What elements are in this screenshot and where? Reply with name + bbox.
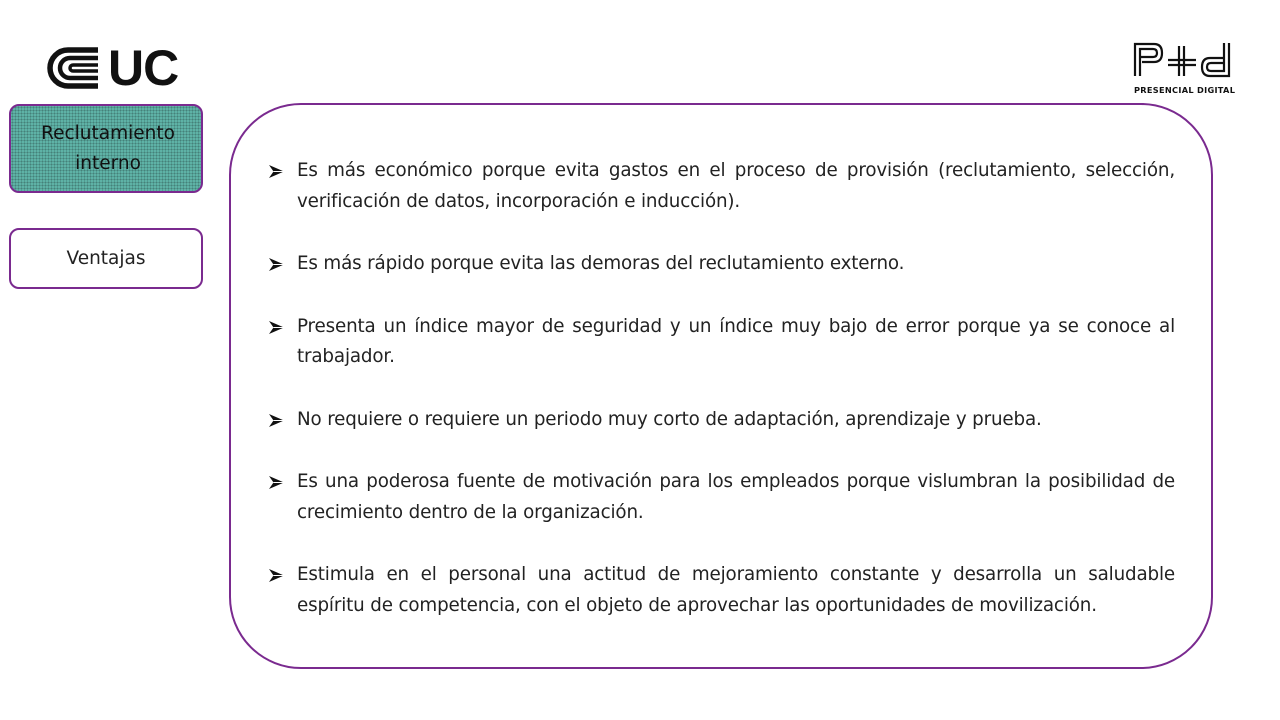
bullet-text: Es más económico porque evita gastos en el proceso de provisión (reclutamiento, selección, verificación de datos, incorporación e inducción). — [297, 160, 1175, 212]
list-item — [268, 560, 1175, 621]
topic-title-line2: interno — [75, 152, 141, 174]
uc-logo — [46, 40, 188, 96]
list-item — [268, 312, 1175, 373]
arrow-bullet-icon — [268, 413, 285, 428]
subtopic-box — [9, 228, 203, 289]
list-item — [268, 467, 1175, 528]
bullet-text: Es más rápido porque evita las demoras del reclutamiento externo. — [297, 253, 905, 274]
arrow-bullet-icon — [268, 320, 285, 335]
arrow-bullet-icon — [268, 257, 285, 272]
list-item — [268, 156, 1175, 217]
list-item — [268, 249, 1175, 280]
list-item — [268, 405, 1175, 436]
bullet-text: Estimula en el personal una actitud de mejoramiento constante y desarrolla un saludable espíritu de competencia, con el objeto de aprovechar las oportunidades de movilización. — [297, 564, 1175, 616]
arrow-bullet-icon — [268, 475, 285, 490]
advantages-list — [268, 156, 1175, 621]
uc-logo-text: UC — [108, 40, 179, 96]
subtopic-title: Ventajas — [66, 248, 146, 269]
bullet-text: No requiere o requiere un periodo muy corto de adaptación, aprendizaje y prueba. — [297, 408, 1042, 430]
presencial-digital-logo — [1132, 40, 1236, 98]
uc-emblem-icon — [46, 44, 106, 92]
pd-logo-caption: PRESENCIAL DIGITAL — [1134, 85, 1236, 95]
topic-title-line1: Reclutamiento — [41, 122, 175, 144]
bullet-text: Es una poderosa fuente de motivación para los empleados porque vislumbran la posibilidad de crecimiento dentro de la organización. — [297, 471, 1175, 523]
topic-box — [9, 104, 203, 193]
arrow-bullet-icon — [268, 568, 285, 583]
arrow-bullet-icon — [268, 164, 285, 179]
bullet-text: Presenta un índice mayor de seguridad y un índice muy bajo de error porque ya se conoce al trabajador. — [297, 315, 1175, 367]
pd-emblem-icon — [1132, 40, 1236, 80]
